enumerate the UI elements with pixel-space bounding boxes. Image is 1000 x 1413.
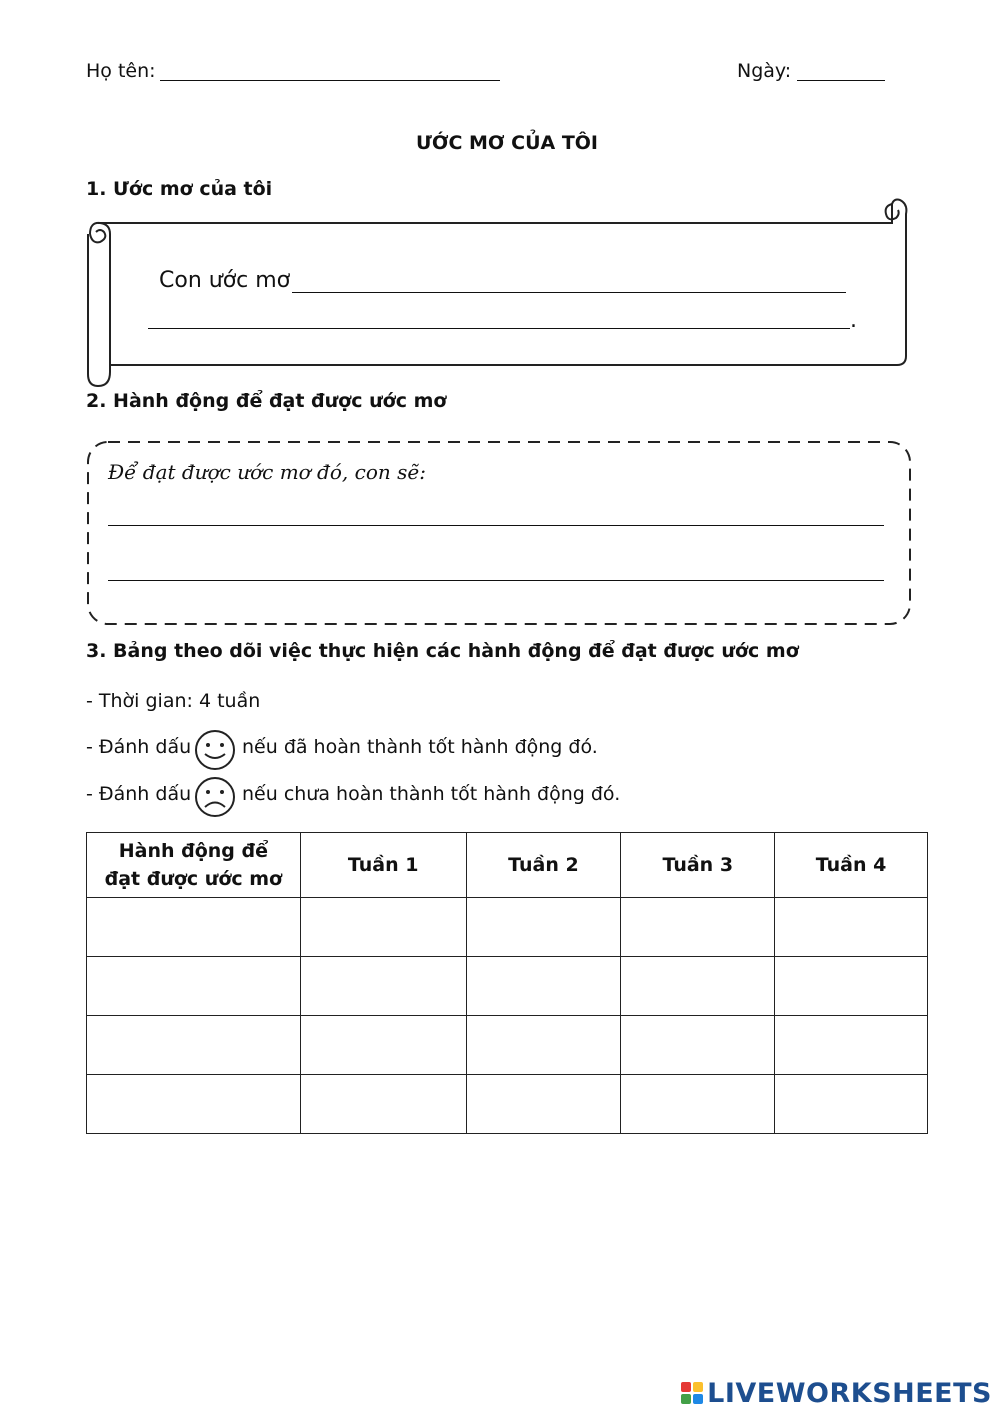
dream-end-mark: . bbox=[850, 308, 857, 333]
sad-mark-text: nếu chưa hoàn thành tốt hành động đó. bbox=[242, 783, 621, 805]
table-row bbox=[87, 1016, 928, 1075]
sad-mark-prefix: - Đánh dấu bbox=[86, 783, 192, 805]
week-cell[interactable] bbox=[300, 957, 466, 1016]
action-cell[interactable] bbox=[87, 898, 301, 957]
table-row bbox=[87, 898, 928, 957]
week-cell[interactable] bbox=[775, 898, 928, 957]
header-week-4: Tuần 4 bbox=[775, 833, 928, 898]
table-row bbox=[87, 957, 928, 1016]
week-cell[interactable] bbox=[300, 1016, 466, 1075]
happy-mark-text: nếu đã hoàn thành tốt hành động đó. bbox=[242, 736, 598, 758]
header-week-2: Tuần 2 bbox=[466, 833, 621, 898]
action-input-line-2[interactable] bbox=[108, 580, 884, 581]
week-cell[interactable] bbox=[621, 898, 775, 957]
week-cell[interactable] bbox=[621, 957, 775, 1016]
section1-heading: 1. Ước mơ của tôi bbox=[86, 178, 273, 200]
happy-mark-prefix: - Đánh dấu bbox=[86, 736, 192, 758]
dream-input-line-1[interactable] bbox=[292, 292, 846, 293]
action-cell[interactable] bbox=[87, 1016, 301, 1075]
table-row bbox=[87, 1075, 928, 1134]
week-cell[interactable] bbox=[466, 898, 621, 957]
dream-input-line-2[interactable] bbox=[148, 328, 850, 329]
week-cell[interactable] bbox=[466, 1075, 621, 1134]
name-input-line[interactable] bbox=[160, 80, 500, 81]
smiley-face-icon bbox=[193, 728, 237, 772]
scroll-banner bbox=[82, 196, 912, 392]
week-cell[interactable] bbox=[775, 957, 928, 1016]
brand-name: LIVEWORKSHEETS bbox=[707, 1377, 992, 1409]
header-week-3: Tuần 3 bbox=[621, 833, 775, 898]
sad-face-icon bbox=[193, 775, 237, 819]
logo-mark-icon bbox=[681, 1382, 703, 1404]
section2-heading: 2. Hành động để đạt được ước mơ bbox=[86, 390, 447, 412]
table-header-row bbox=[87, 833, 928, 898]
name-label: Họ tên: bbox=[86, 60, 156, 82]
week-cell[interactable] bbox=[621, 1075, 775, 1134]
section3-heading: 3. Bảng theo dõi việc thực hiện các hành động để đạt được ước mơ bbox=[86, 640, 799, 662]
date-input-line[interactable] bbox=[797, 80, 885, 81]
week-cell[interactable] bbox=[300, 1075, 466, 1134]
date-label: Ngày: bbox=[737, 60, 792, 82]
action-prompt: Để đạt được ước mơ đó, con sẽ: bbox=[108, 460, 426, 484]
week-cell[interactable] bbox=[775, 1075, 928, 1134]
week-cell[interactable] bbox=[621, 1016, 775, 1075]
tracking-table bbox=[86, 832, 928, 1134]
week-cell[interactable] bbox=[300, 898, 466, 957]
week-cell[interactable] bbox=[775, 1016, 928, 1075]
week-cell[interactable] bbox=[466, 1016, 621, 1075]
action-cell[interactable] bbox=[87, 1075, 301, 1134]
header-week-1: Tuần 1 bbox=[300, 833, 466, 898]
week-cell[interactable] bbox=[466, 957, 621, 1016]
time-line: - Thời gian: 4 tuần bbox=[86, 690, 261, 712]
liveworksheets-logo bbox=[681, 1378, 992, 1408]
header-action: Hành động để đạt được ước mơ bbox=[87, 833, 301, 898]
action-input-line-1[interactable] bbox=[108, 525, 884, 526]
action-cell[interactable] bbox=[87, 957, 301, 1016]
dream-prompt: Con ước mơ bbox=[159, 268, 291, 293]
page-title: ƯỚC MƠ CỦA TÔI bbox=[415, 132, 599, 154]
